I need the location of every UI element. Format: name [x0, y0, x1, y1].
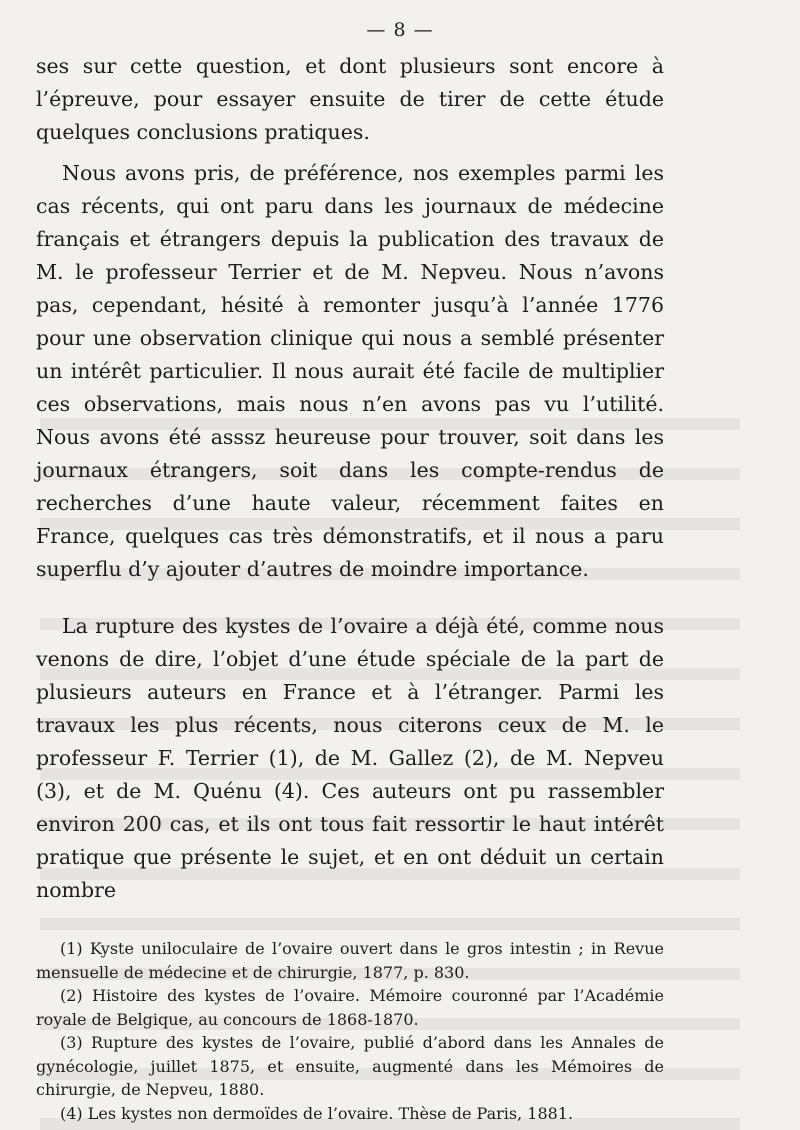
body-text	[36, 50, 664, 907]
paragraph-1: ses sur cette question, et dont plusieurs sont encore à l’épreuve, pour essayer ensuite de tirer de cette étude quelques conclusions pratiques.	[36, 54, 664, 144]
footnote-3: (3) Rupture des kystes de l’ovaire, publié d’abord dans les Annales de gynécologie, juillet 1875, et ensuite, augmenté dans les Mémoires de chirurgie, de Nepveu, 1880.	[36, 1033, 664, 1099]
footnotes	[36, 937, 664, 1125]
footnote-4: (4) Les kystes non dermoïdes de l’ovaire. Thèse de Paris, 1881.	[60, 1103, 574, 1123]
footnote-1: (1) Kyste uniloculaire de l’ovaire ouvert dans le gros intestin ; in Revue mensuelle de médecine et de chirurgie, 1877, p. 830.	[36, 939, 664, 982]
paragraph-2: Nous avons pris, de préférence, nos exemples parmi les cas récents, qui ont paru dans les journaux de médecine français et étrangers depuis la publication des travaux de M. le professeur Terrier et de M. Nepveu. Nous n’avons pas, cependant, hésité à remonter jusqu’à l’année 1776 pour une observation clinique qui nous a semblé présenter un intérêt particulier. Il nous aurait été facile de multiplier ces observations, mais nous n’en avons pas vu l’utilité. Nous avons été asssz heureuse pour trouver, soit dans les journaux étrangers, soit dans les compte-rendus de recherches d’une haute valeur, récemment faites en France, quelques cas très démonstratifs, et il nous a paru superflu d’y ajouter d’autres de moindre importance.	[36, 161, 664, 581]
paragraph-3: La rupture des kystes de l’ovaire a déjà été, comme nous venons de dire, l’objet d’une étude spéciale de la part de plusieurs auteurs en France et à l’étranger. Parmi les travaux les plus récents, nous citerons ceux de M. le professeur F. Terrier (1), de M. Gallez (2), de M. Nepveu (3), et de M. Quénu (4). Ces auteurs ont pu rassembler environ 200 cas, et ils ont tous fait ressortir le haut intérêt pratique que présente le sujet, et en ont déduit un certain nombre	[36, 614, 664, 902]
footnote-2: (2) Histoire des kystes de l’ovaire. Mémoire couronné par l’Académie royale de Belgique, au concours de 1868-1870.	[36, 986, 664, 1029]
page-number: — 8 —	[366, 19, 434, 41]
